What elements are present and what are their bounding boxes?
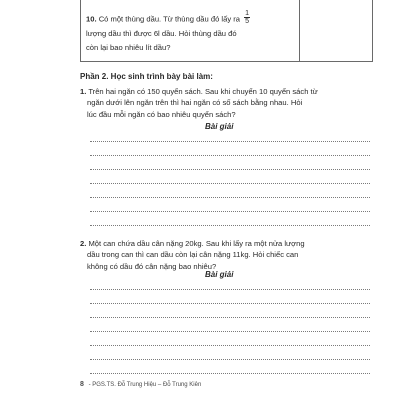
answer-line[interactable]	[90, 154, 370, 156]
answer-line[interactable]	[90, 344, 370, 346]
page-number: 8	[80, 381, 84, 388]
answer-line[interactable]	[90, 316, 370, 318]
problem-2-solution-label: Bài giải	[205, 270, 234, 279]
answer-line[interactable]	[90, 196, 370, 198]
question-10-table	[80, 0, 373, 62]
page-footer	[80, 381, 201, 388]
question-10-number: 10.	[86, 14, 97, 24]
problem-2-line-2: dầu trong can thì can dầu còn lại cân nặng 11kg. Hỏi chiếc can	[87, 250, 299, 260]
problem-1-line-1-text: Trên hai ngăn có 150 quyển sách. Sau khi chuyển 10 quyển sách từ	[88, 87, 318, 96]
problem-2-line-1	[80, 238, 380, 249]
problem-2-number: 2.	[80, 239, 87, 248]
question-10-line-1-text: Có một thùng dầu. Từ thùng dầu đó lấy ra	[98, 14, 240, 24]
answer-line[interactable]	[90, 168, 370, 170]
problem-1-solution-label: Bài giải	[205, 122, 234, 131]
answer-line[interactable]	[90, 288, 370, 290]
answer-line[interactable]	[90, 372, 370, 374]
answer-line[interactable]	[90, 182, 370, 184]
answer-line[interactable]	[90, 140, 370, 142]
fraction-one-fifth	[244, 10, 250, 25]
fraction-numerator: 1	[245, 10, 250, 17]
problem-1-line-3: lúc đầu mỗi ngăn có bao nhiêu quyển sách?	[87, 109, 236, 119]
answer-line[interactable]	[90, 302, 370, 304]
answer-line[interactable]	[90, 330, 370, 332]
problem-2	[80, 238, 380, 272]
question-10-line-2: lượng dầu thì được 6l dầu. Hỏi thùng dầu đó	[86, 29, 237, 38]
question-10-line-3: còn lại bao nhiêu lít dầu?	[86, 42, 171, 52]
part-2-heading: Phần 2. Học sinh trình bày bài làm:	[80, 72, 213, 81]
table-column-divider	[299, 0, 300, 62]
problem-2-line-1-text: Một can chứa dầu cân nặng 20kg. Sau khi lấy ra một nửa lượng	[88, 239, 305, 248]
footer-authors: - PGS.TS. Đỗ Trung Hiệu – Đỗ Trung Kiên	[88, 382, 202, 388]
problem-1-line-1	[80, 86, 380, 97]
problem-1-number: 1.	[80, 87, 87, 96]
answer-line[interactable]	[90, 210, 370, 212]
fraction-denominator: 5	[245, 18, 250, 25]
problem-1	[80, 86, 380, 120]
problem-2-line-3: không có dầu đó cân nặng bao nhiêu?	[87, 261, 217, 271]
question-10-line-1	[86, 12, 298, 27]
answer-line[interactable]	[90, 358, 370, 360]
question-10-text	[86, 12, 298, 54]
problem-1-line-2: ngăn dưới lên ngăn trên thì hai ngăn có số sách bằng nhau. Hỏi	[87, 98, 303, 108]
answer-line[interactable]	[90, 224, 370, 226]
